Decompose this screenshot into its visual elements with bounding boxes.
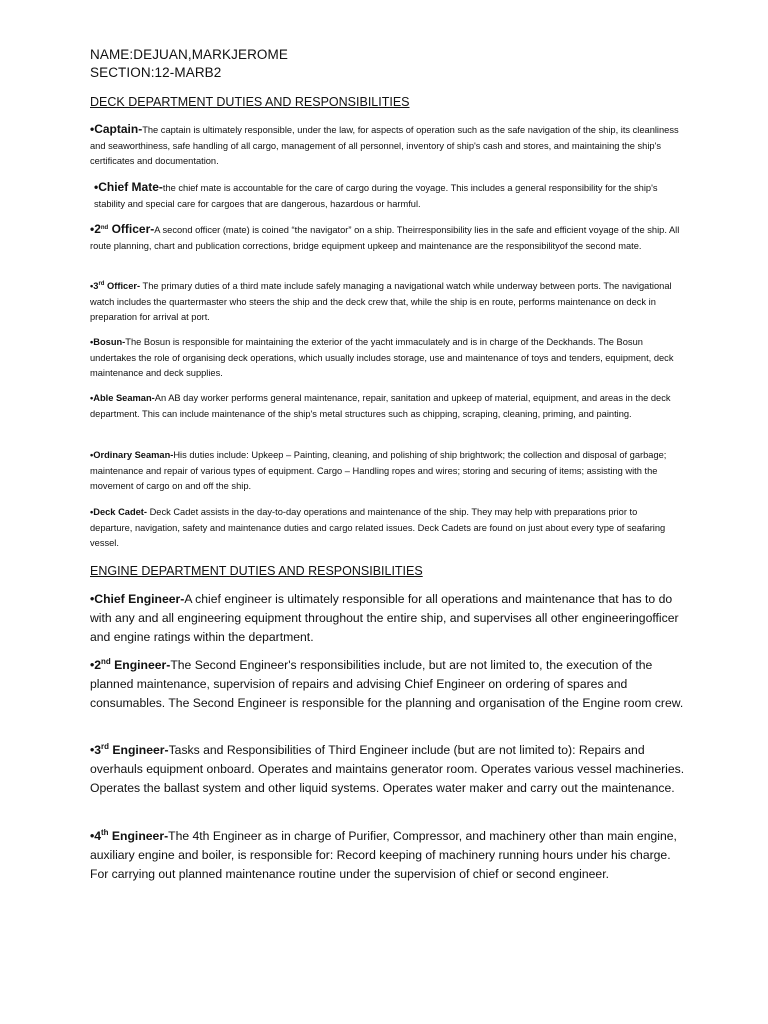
deck-department-heading: DECK DEPARTMENT DUTIES AND RESPONSIBILITIES [90,95,410,109]
bosun-text: The Bosun is responsible for maintaining the exterior of the yacht immaculately and is in charge of the Deckhands. The Bosun undertakes the role of organising deck operations, which usually includes storage, use and maintenance of toys and tenders, equipment, deck maintenance and deck supplies. [90,337,674,378]
ordinary-seaman-label: •Ordinary Seaman- [90,450,174,460]
deck-bosun-paragraph [90,335,680,382]
third-engineer-ordinal: rd [101,741,109,751]
second-officer-bullet: •2 [90,222,101,236]
able-seaman-label: •Able Seaman- [90,393,155,403]
fourth-engineer-text: The 4th Engineer as in charge of Purifier, Compressor, and machinery other than main engine, auxiliary engine and boiler, is responsible for: Record keeping of machinery running hours under his charge. For carrying out planned maintenance routine under the supervision of chief or second engineer. [90,829,677,881]
student-section: SECTION:12-MARB2 [90,65,222,80]
engine-chief-engineer-paragraph [90,590,685,647]
deck-captain-paragraph [90,122,680,170]
bosun-label: •Bosun- [90,337,126,347]
fourth-engineer-ordinal: th [101,827,109,837]
deck-cadet-label: •Deck Cadet- [90,507,147,517]
second-officer-label: Officer- [108,222,155,236]
deck-ordinary-seaman-paragraph [90,448,680,495]
third-officer-ordinal: rd [98,280,105,287]
second-officer-text: A second officer (mate) is coined “the navigator” on a ship. Theirresponsibility lies in the safe and efficient voyage of the ship. All route planning, chart and publication corrections, bridge equipment upkeep and maintenance are the responsibilityof the second mate. [90,225,680,251]
third-officer-bullet: •3 [90,281,99,291]
deck-second-officer-paragraph [90,222,680,254]
captain-text: The captain is ultimately responsible, under the law, for aspects of operation such as the safe navigation of the ship, its cleanliness and seaworthiness, safe handling of all cargo, management of all personnel, inventory of ship's cash and stores, and maintaining the ship's certificates and documentation. [90,125,679,166]
third-engineer-label: Engineer- [108,743,169,757]
third-engineer-bullet: •3 [90,743,102,757]
deck-cadet-text: Deck Cadet assists in the day-to-day operations and maintenance of the ship. They may help with preparations prior to departure, navigation, safety and maintenance duties and cargo related issues. Deck Cadets are found on just about every type of seafaring vessel. [90,507,666,548]
second-engineer-text: The Second Engineer's responsibilities include, but are not limited to, the execution of the planned maintenance, supervision of repairs and advising Chief Engineer on ordering of spares and consumables. The Second Engineer is responsible for the planning and organisation of the Engine room crew. [90,658,684,710]
fourth-engineer-label: Engineer- [108,829,169,843]
second-engineer-ordinal: nd [101,656,111,666]
deck-able-seaman-paragraph [90,391,680,422]
second-engineer-bullet: •2 [90,658,102,672]
chief-engineer-text: A chief engineer is ultimately responsible for all operations and maintenance that has to do with any and all engineering equipment throughout the entire ship, and supervises all other engineeringofficer and engine ratings within the department. [90,592,679,644]
fourth-engineer-bullet: •4 [90,829,102,843]
deck-cadet-paragraph [90,505,680,552]
able-seaman-text: An AB day worker performs general maintenance, repair, sanitation and upkeep of material, equipment, and areas in the deck department. This can include maintenance of the ship's metal structures such as chipping, scraping, cleaning, priming, and painting. [90,393,671,419]
engine-third-engineer-paragraph [90,741,685,798]
third-officer-text: The primary duties of a third mate include safely managing a navigational watch while underway between ports. The navigational watch includes the quartermaster who steers the ship and the deck crew that, while the ship is en route, performs maintenance on deck in preparation for arrival at port. [90,281,672,322]
deck-chief-mate-paragraph [94,180,680,212]
chief-engineer-label: •Chief Engineer- [90,592,185,606]
engine-department-heading: ENGINE DEPARTMENT DUTIES AND RESPONSIBILITIES [90,564,423,578]
engine-second-engineer-paragraph [90,656,685,713]
chief-mate-label: •Chief Mate- [94,180,163,194]
deck-third-officer-paragraph [90,279,680,326]
third-officer-label: Officer- [104,281,141,291]
captain-label: •Captain- [90,122,143,136]
second-officer-ordinal: nd [100,224,109,231]
chief-mate-text: the chief mate is accountable for the care of cargo during the voyage. This includes a general responsibility for the ship's stability and special care for cargoes that are dangerous, hazardous or harmful. [94,183,658,209]
second-engineer-label: Engineer- [110,658,171,672]
engine-fourth-engineer-paragraph [90,827,685,884]
ordinary-seaman-text: His duties include: Upkeep – Painting, cleaning, and polishing of ship brightwork; the collection and disposal of garbage; maintenance and repair of various types of equipment. Cargo – Handling ropes and wires; storing and securing of items; assisting with the movement of cargo on and off the ship. [90,450,667,491]
third-engineer-text: Tasks and Responsibilities of Third Engineer include (but are not limited to): Repairs and overhauls equipment onboard. Operates and maintains generator room. Operates various vessel machineries. Operates the ballast system and other liquid systems. Operates water maker and carry out the maintenance. [90,743,685,795]
student-name: NAME:DEJUAN,MARKJEROME [90,47,288,62]
